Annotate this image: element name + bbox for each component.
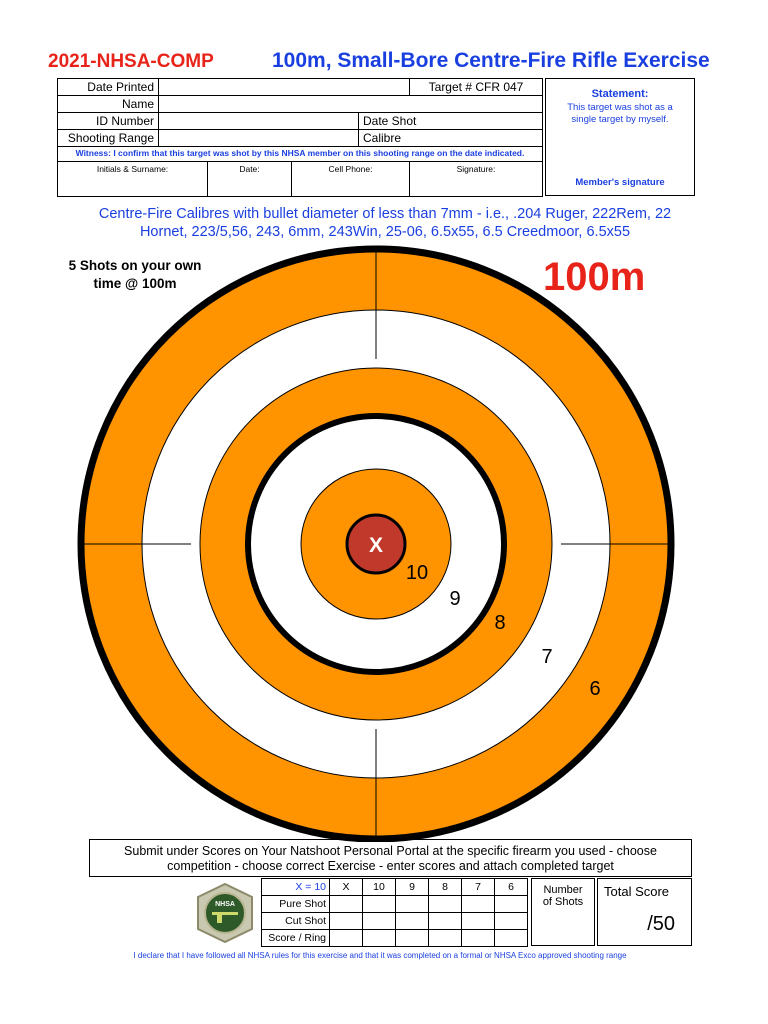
ring-label-6: 6 xyxy=(589,678,601,700)
table-row xyxy=(262,896,528,913)
score-header-6: 6 xyxy=(495,879,528,896)
total-score-value: /50 xyxy=(647,913,675,935)
score-cell[interactable] xyxy=(396,913,429,930)
score-cell[interactable] xyxy=(396,930,429,947)
signature-field[interactable]: Signature: xyxy=(410,162,543,197)
score-cell[interactable] xyxy=(396,896,429,913)
score-header-10: 10 xyxy=(363,879,396,896)
shooting-range-label: Shooting Range xyxy=(58,130,159,147)
info-table xyxy=(57,78,543,147)
ring-label-7: 7 xyxy=(541,646,553,668)
score-cell[interactable] xyxy=(495,896,528,913)
member-signature-label: Member's signature xyxy=(575,177,665,188)
declaration-note: I declare that I have followed all NHSA rules for this exercise and that it was completed on a formal or NHSA Exco approved shooting range xyxy=(133,951,627,960)
score-header-8: 8 xyxy=(429,879,462,896)
ring-label-8: 8 xyxy=(494,612,506,634)
witness-note: Witness: I confirm that this target was shot by this NHSA member on this shooting range on the date indicated. xyxy=(57,146,543,161)
ring-label-9: 9 xyxy=(449,588,461,610)
statement-body: This target was shot as a single target by myself. xyxy=(567,102,673,125)
name-field[interactable] xyxy=(159,96,543,113)
phone-field[interactable]: Cell Phone: xyxy=(292,162,410,197)
submit-line-1: Submit under Scores on Your Natshoot Personal Portal at the specific firearm you used - choose xyxy=(124,844,657,858)
number-of-shots-line-1: Number xyxy=(543,884,583,896)
pure-shot-label: Pure Shot xyxy=(262,896,330,913)
score-cell[interactable] xyxy=(462,930,495,947)
competition-code: 2021-NHSA-COMP xyxy=(48,51,214,72)
page-title: 100m, Small-Bore Centre-Fire Rifle Exercise xyxy=(272,49,710,72)
score-cell[interactable] xyxy=(429,896,462,913)
shooting-range-field[interactable] xyxy=(159,130,359,147)
statement-heading: Statement: xyxy=(591,88,649,100)
score-ring-label: Score / Ring xyxy=(262,930,330,947)
ring-label-10: 10 xyxy=(405,562,429,584)
score-cell[interactable] xyxy=(495,930,528,947)
id-number-label: ID Number xyxy=(58,113,159,130)
shots-line-2: time @ 100m xyxy=(93,276,177,291)
date-printed-field[interactable] xyxy=(159,79,410,96)
number-of-shots-box[interactable] xyxy=(531,878,595,946)
score-cell[interactable] xyxy=(330,896,363,913)
date-printed-label: Date Printed xyxy=(58,79,159,96)
calibres-line-2: Hornet, 223/5,56, 243, 6mm, 243Win, 25-06, 6.5x55, 6.5 Creedmoor, 6.5x55 xyxy=(139,224,631,240)
submit-instructions xyxy=(89,839,692,877)
score-cell[interactable] xyxy=(363,913,396,930)
score-cell[interactable] xyxy=(363,930,396,947)
nhsa-badge-icon xyxy=(193,883,257,943)
statement-box xyxy=(545,78,695,196)
score-cell[interactable] xyxy=(330,930,363,947)
date-shot-label: Date Shot xyxy=(359,113,543,130)
score-cell[interactable] xyxy=(462,896,495,913)
calibre-label: Calibre xyxy=(359,130,543,147)
distance-label: 100m xyxy=(543,255,646,299)
initials-field[interactable]: Initials & Surname: xyxy=(58,162,208,197)
table-row xyxy=(262,930,528,947)
calibres-line-1: Centre-Fire Calibres with bullet diameter of less than 7mm - i.e., .204 Ruger, 222Rem, 22 xyxy=(98,206,672,222)
score-header-9: 9 xyxy=(396,879,429,896)
score-cell[interactable] xyxy=(363,896,396,913)
score-cell[interactable] xyxy=(330,913,363,930)
target-face xyxy=(70,242,686,842)
id-number-field[interactable] xyxy=(159,113,359,130)
score-table xyxy=(261,878,528,947)
score-header-x: X xyxy=(330,879,363,896)
score-cell[interactable] xyxy=(462,913,495,930)
score-cell[interactable] xyxy=(429,930,462,947)
signature-table xyxy=(57,161,543,197)
cut-shot-label: Cut Shot xyxy=(262,913,330,930)
score-header-7: 7 xyxy=(462,879,495,896)
name-label: Name xyxy=(58,96,159,113)
shots-line-1: 5 Shots on your own xyxy=(68,258,202,273)
badge-text: NHSA xyxy=(215,901,235,908)
date-field[interactable]: Date: xyxy=(208,162,292,197)
table-row xyxy=(262,913,528,930)
number-of-shots-line-2: of Shots xyxy=(542,896,584,908)
submit-line-2: competition - choose correct Exercise - enter scores and attach completed target xyxy=(167,859,614,873)
total-score-box[interactable] xyxy=(597,878,692,946)
total-score-label: Total Score xyxy=(604,884,670,899)
score-cell[interactable] xyxy=(429,913,462,930)
bullseye-label: X xyxy=(368,534,384,557)
calibres-note xyxy=(40,205,730,241)
score-cell[interactable] xyxy=(495,913,528,930)
x-equals-label: X = 10 xyxy=(262,879,330,896)
target-number: Target # CFR 047 xyxy=(410,79,543,96)
